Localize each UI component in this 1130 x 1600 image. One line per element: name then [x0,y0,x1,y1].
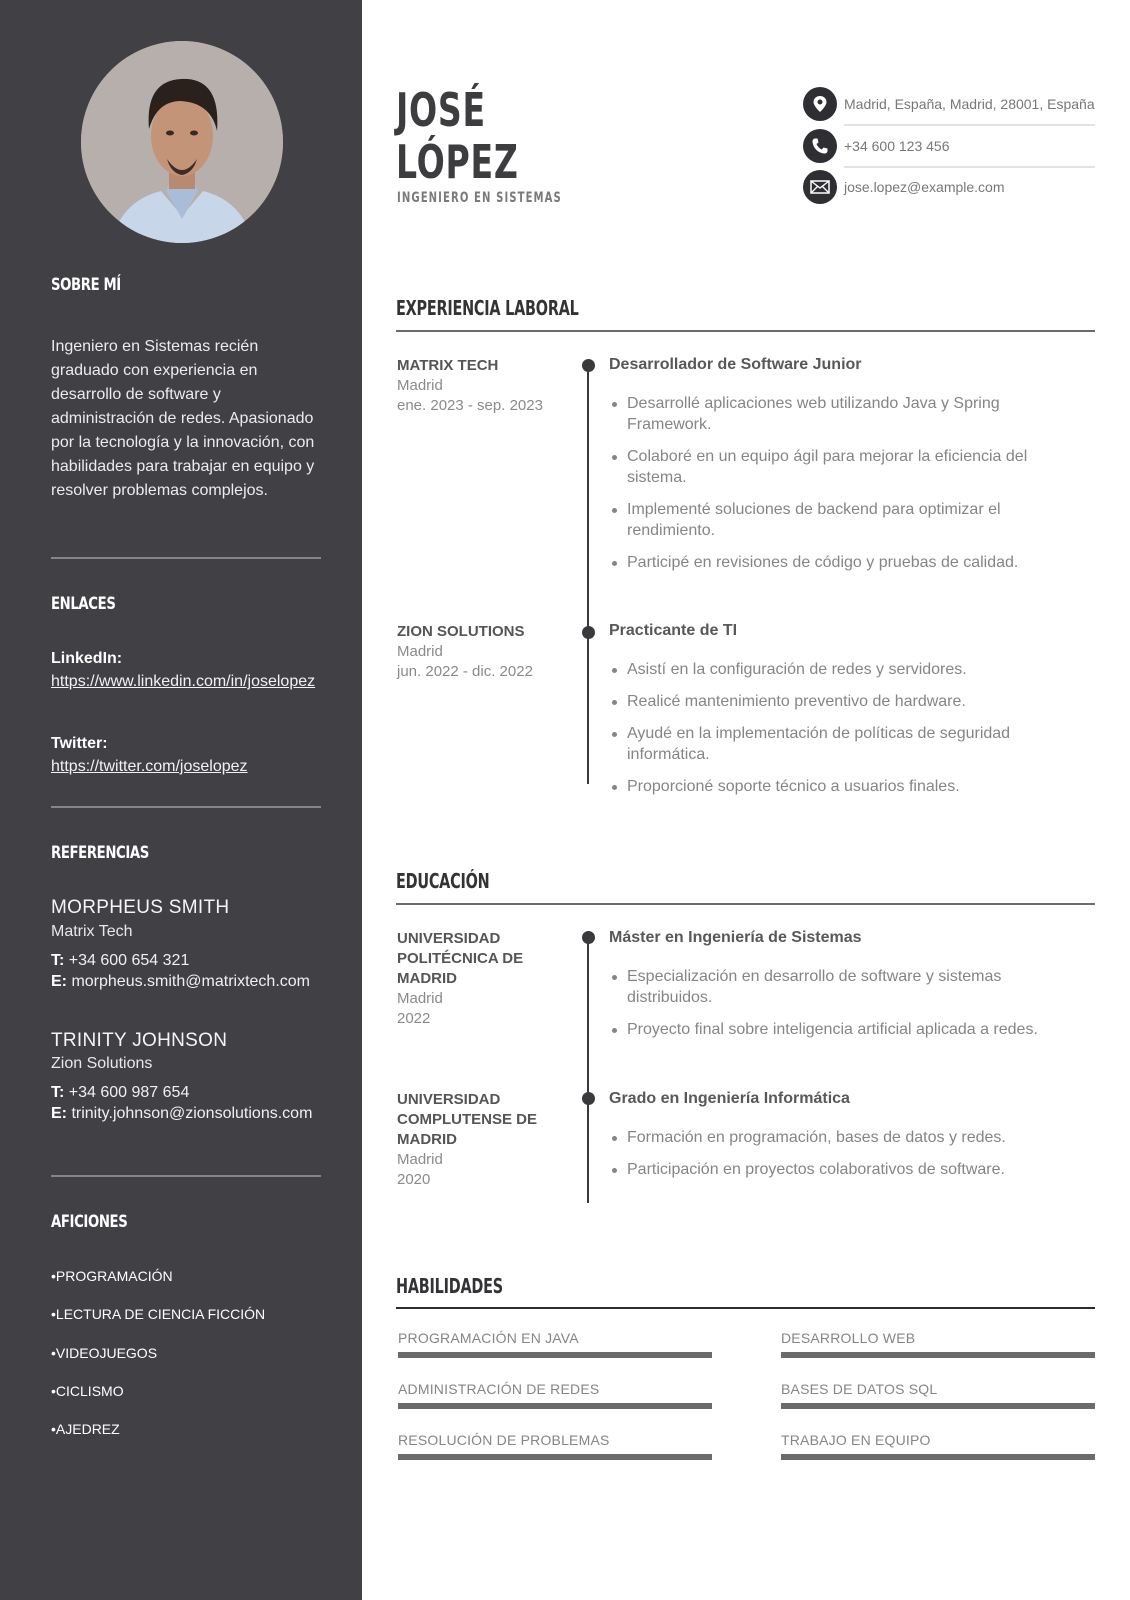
hobby-item: • CICLISMO [51,1383,124,1399]
bullet-item: Colaboré en un equipo ágil para mejorar la eficiencia del sistema. [609,446,1064,488]
contact-phone [803,128,1095,164]
address-text: Madrid, España, Madrid, 28001, España [844,96,1095,112]
education-timeline [587,938,589,1203]
skill-label: BASES DE DATOS SQL [781,1381,938,1397]
twitter-label: Twitter: [51,735,108,752]
skill-bar [781,1454,1095,1460]
graduation-year: 2022 [397,1010,431,1027]
bullet-item: Formación en programación, bases de datos y redes. [609,1127,1064,1148]
timeline-dot [582,626,595,639]
divider [844,166,1095,168]
hobbies-heading: AFICIONES [51,1212,128,1232]
graduation-year: 2020 [397,1171,431,1188]
skill-label: RESOLUCIÓN DE PROBLEMAS [398,1432,610,1448]
job-bullets [609,659,1064,808]
last-name: LÓPEZ [396,135,519,189]
phone-icon [803,129,837,163]
phone-prefix: T: [51,952,65,969]
section-rule [396,903,1095,905]
email-prefix: E: [51,1105,67,1122]
first-name: JOSÉ [396,83,486,137]
skill-item [781,1330,1095,1358]
experience-timeline [587,366,589,784]
bullet-item: Realicé mantenimiento preventivo de hardware. [609,691,1064,712]
skill-item [398,1432,712,1460]
bullet-item: Participación en proyectos colaborativos de software. [609,1159,1064,1180]
skill-bar [781,1352,1095,1358]
job-dates: ene. 2023 - sep. 2023 [397,397,543,414]
skill-label: ADMINISTRACIÓN DE REDES [398,1381,600,1397]
institution-name: UNIVERSIDAD COMPLUTENSE DE MADRID [397,1091,538,1148]
linkedin-label: LinkedIn: [51,650,123,667]
reference-phone-value: +34 600 654 321 [68,952,190,969]
bullet-item: Especialización en desarrollo de software y sistemas distribuidos. [609,966,1064,1008]
hobby-item: • VIDEOJUEGOS [51,1345,157,1361]
degree-title: Grado en Ingeniería Informática [609,1090,850,1107]
reference-phone-value: +34 600 987 654 [68,1084,190,1101]
bullet-item: Proporcioné soporte técnico a usuarios finales. [609,776,1064,797]
company-name: ZION SOLUTIONS [397,623,525,640]
skill-bar [781,1403,1095,1409]
divider [51,557,321,559]
reference-email-value: trinity.johnson@zionsolutions.com [71,1105,313,1122]
section-rule [396,330,1095,332]
institution-location: Madrid [397,990,443,1007]
divider [51,1175,321,1177]
job-dates: jun. 2022 - dic. 2022 [397,663,533,680]
hobby-item: • AJEDREZ [51,1421,120,1437]
reference-email [51,971,316,992]
reference-email [51,1103,316,1124]
experience-meta [397,356,567,416]
linkedin-link[interactable]: https://www.linkedin.com/in/joselopez [51,673,316,690]
institution-location: Madrid [397,1151,443,1168]
bullet-item: Desarrollé aplicaciones web utilizando Java y Spring Framework. [609,393,1064,435]
bullet-item: Asistí en la configuración de redes y servidores. [609,659,1064,680]
sidebar [0,0,362,1600]
profile-photo [81,41,283,243]
reference-phone [51,1082,316,1103]
skill-item [398,1381,712,1409]
location-pin-icon [803,87,837,121]
twitter-link[interactable]: https://twitter.com/joselopez [51,758,248,775]
mail-icon [803,170,837,204]
skill-bar [398,1454,712,1460]
divider [51,806,321,808]
divider [844,124,1095,126]
about-heading: SOBRE MÍ [51,275,121,295]
timeline-dot [582,931,595,944]
skill-bar [398,1352,712,1358]
skill-item [398,1330,712,1358]
bullet-item: Proyecto final sobre inteligencia artificial aplicada a redes. [609,1019,1064,1040]
skill-bar [398,1403,712,1409]
skills-heading: HABILIDADES [396,1274,503,1298]
email-prefix: E: [51,973,67,990]
contact-address [803,86,1095,122]
skill-label: DESARROLLO WEB [781,1330,916,1346]
avatar [81,41,283,243]
bullet-item: Ayudé en la implementación de políticas de seguridad informática. [609,723,1064,765]
degree-bullets [609,1127,1064,1191]
experience-heading: EXPERIENCIA LABORAL [396,296,579,320]
contact-email [803,169,1095,205]
reference-name: MORPHEUS SMITH [51,897,230,918]
education-meta [397,1090,547,1190]
hobby-item: • PROGRAMACIÓN [51,1268,173,1284]
job-bullets [609,393,1064,584]
job-role: Desarrollador de Software Junior [609,356,862,373]
reference-company: Zion Solutions [51,1055,153,1072]
company-location: Madrid [397,643,443,660]
education-meta [397,929,547,1029]
reference-company: Matrix Tech [51,923,133,940]
institution-name: UNIVERSIDAD POLITÉCNICA DE MADRID [397,930,524,987]
timeline-dot [582,359,595,372]
skill-label: TRABAJO EN EQUIPO [781,1432,931,1448]
job-title: INGENIERO EN SISTEMAS [397,190,562,206]
bullet-item: Implementé soluciones de backend para optimizar el rendimiento. [609,499,1064,541]
phone-prefix: T: [51,1084,65,1101]
experience-meta [397,622,567,682]
education-heading: EDUCACIÓN [396,869,490,893]
job-role: Practicante de TI [609,622,738,639]
section-rule [396,1307,1095,1309]
email-text: jose.lopez@example.com [844,179,1005,195]
reference-phone [51,950,316,971]
skill-label: PROGRAMACIÓN EN JAVA [398,1330,579,1346]
degree-title: Máster en Ingeniería de Sistemas [609,929,862,946]
links-heading: ENLACES [51,594,116,614]
timeline-dot [582,1092,595,1105]
company-location: Madrid [397,377,443,394]
bullet-item: Participé en revisiones de código y pruebas de calidad. [609,552,1064,573]
skill-item [781,1432,1095,1460]
about-text: Ingeniero en Sistemas recién graduado con experiencia en desarrollo de software y administración de redes. Apasionado por la tecnología y la innovación, con habilidades para trabajar en equipo y resolver problemas complejos. [51,338,315,499]
skill-item [781,1381,1095,1409]
references-heading: REFERENCIAS [51,843,149,863]
degree-bullets [609,966,1064,1051]
reference-email-value: morpheus.smith@matrixtech.com [71,973,310,990]
hobby-item: • LECTURA DE CIENCIA FICCIÓN [51,1306,265,1322]
reference-name: TRINITY JOHNSON [51,1030,228,1051]
phone-text: +34 600 123 456 [844,138,950,154]
company-name: MATRIX TECH [397,357,499,374]
